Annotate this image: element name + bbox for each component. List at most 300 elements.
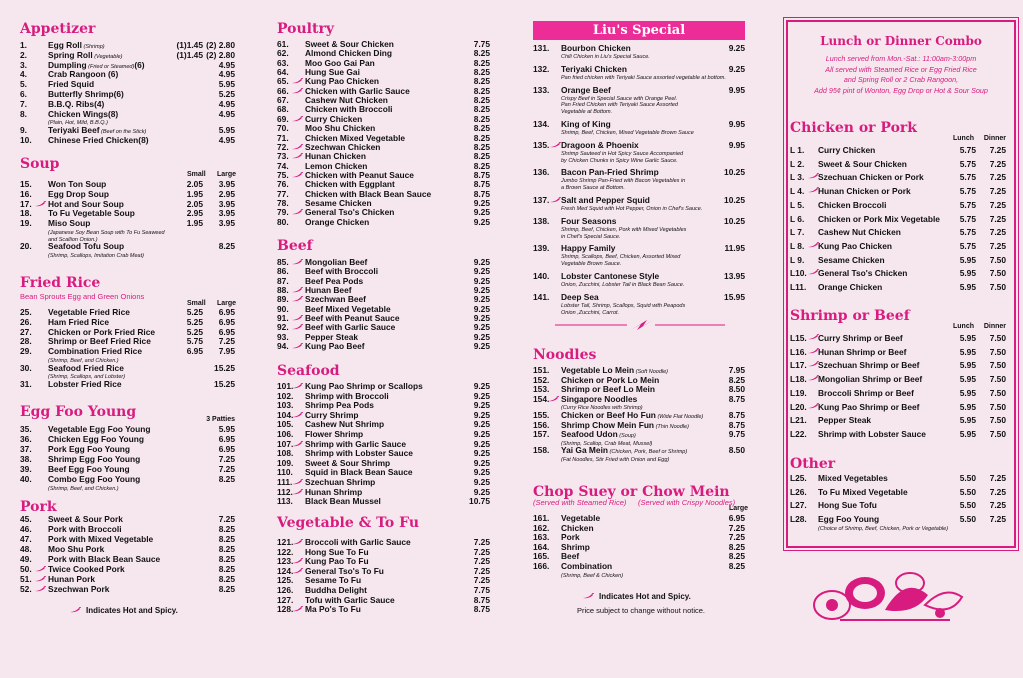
item-name: Szechwan Chicken	[305, 141, 381, 152]
combo-title: Lunch or Dinner Combo	[820, 34, 982, 48]
price-small: 2.05	[186, 179, 203, 189]
item-name: Buddha Delight	[305, 585, 367, 595]
menu-item-row	[533, 244, 745, 254]
chili-pepper-icon	[292, 343, 303, 353]
item-note: (Shrimp)	[81, 44, 105, 50]
item-number: L 8.	[790, 240, 805, 251]
item-number: 133.	[533, 84, 550, 95]
item-description: Fresh Med Squid with Hot Pepper, Onion in Chef's Sauce.	[561, 206, 703, 212]
item-name: Chicken Broccoli	[818, 199, 887, 210]
item-description: by Chicken Chunks in Spicy Wine Garlic Sauce.	[561, 157, 678, 164]
small-label: Small	[187, 300, 206, 307]
item-price: 6.95	[218, 434, 235, 444]
item-number: 94.	[277, 341, 289, 352]
combo-item-row	[790, 281, 1006, 295]
section-title-chicken-pork: Chicken or Pork	[790, 120, 917, 136]
item-description: Crispy Beef in Special Sauce with Orange Peel.	[561, 95, 678, 102]
item-number: 109.	[277, 457, 294, 468]
item-number: 121.	[277, 537, 294, 547]
combo-item-row	[790, 199, 1006, 213]
item-name: Moo Goo Gai Pan	[305, 57, 375, 68]
item-description: Onion, Zucchini, Lobster Tail in Black Bean Sauce.	[561, 282, 685, 288]
item-number: 30.	[20, 362, 32, 373]
menu-item-row	[277, 605, 490, 615]
price-large: 6.95	[218, 307, 235, 317]
item-price: 9.25	[473, 313, 490, 324]
item-description: (Curry Rice Noodles with Shrimp)	[561, 405, 643, 412]
item-name: Lobster Fried Rice	[48, 378, 122, 389]
item-price: 6.95	[728, 513, 745, 523]
item-number: 88.	[277, 285, 289, 296]
item-number: 63.	[277, 57, 289, 68]
combo-desc-line: Lunch served from Mon.-Sat.: 11:00am-3:00pm	[825, 54, 977, 63]
item-number: 112.	[277, 486, 293, 497]
item-price: 5.95	[218, 79, 235, 90]
item-note: (Thin Noodle)	[654, 423, 689, 430]
item-name: Teriyaki Chicken	[561, 63, 627, 74]
lunch-price: 5.95	[959, 428, 976, 439]
section-title-appetizer: Appetizer	[20, 21, 96, 37]
menu-item-row	[277, 342, 490, 352]
item-price: 8.25	[473, 48, 490, 59]
item-name: Sweet & Sour Chicken	[818, 158, 907, 169]
dinner-price: 7.25	[989, 145, 1006, 155]
item-name: Sweet & Sour Shrimp	[305, 457, 391, 468]
price-small: 2.95	[186, 208, 203, 219]
item-description: Vegetable at Bottom.	[561, 109, 613, 116]
menu-item-row	[20, 110, 235, 120]
item-number: 38.	[20, 454, 32, 464]
item-number: 52.	[20, 584, 32, 594]
item-price: 8.50	[728, 445, 745, 456]
menu-item-row	[20, 585, 235, 595]
lunch-price: 5.95	[959, 268, 976, 279]
item-description: Vegetable Brown Sauce.	[561, 261, 622, 268]
lunch-price: 5.50	[959, 514, 976, 525]
item-number: 86.	[277, 266, 289, 277]
item-number: 125.	[277, 575, 294, 586]
menu-item-row	[20, 242, 235, 252]
item-price: 8.25	[218, 534, 235, 544]
item-name: Beef Egg Foo Young	[48, 464, 130, 474]
item-name: Beef with Broccoli	[305, 266, 379, 277]
dinner-price: 7.50	[989, 268, 1006, 279]
item-note: (Soft Noodle)	[634, 369, 669, 375]
lunch-price: 5.95	[959, 360, 976, 371]
item-price: 15.25	[214, 378, 235, 389]
item-price: 8.25	[728, 561, 745, 571]
item-description: Lobster Tail, Shrimp, Scallops, Squid with Peapods	[561, 302, 686, 309]
legend-text: Indicates Hot and Spicy.	[599, 592, 691, 601]
item-price: 8.25	[473, 113, 490, 124]
item-name: Szechwan Beef	[305, 294, 366, 305]
item-price: 10.25	[724, 195, 745, 205]
item-name: Shrimp Chow Mein Fun (Thin Noodle)	[561, 419, 689, 430]
menu-item-row	[533, 395, 745, 405]
item-name: Orange Chicken	[305, 216, 370, 227]
item-price: 8.25	[473, 85, 490, 96]
section-title-poultry: Poultry	[277, 21, 334, 37]
item-name: Curry Shrimp or Beef	[818, 333, 903, 343]
item-price: 8.25	[728, 374, 745, 385]
item-name: Shrimp with Garlic Sauce	[305, 438, 406, 449]
item-number: 122.	[277, 546, 294, 557]
item-name: Chicken or Pork Lo Mein	[561, 374, 660, 385]
price-large: 6.95	[218, 316, 235, 327]
item-name: Hong Sue Tofu	[818, 500, 877, 511]
item-number: 136.	[533, 167, 550, 178]
item-name: Chicken with Garlic Sauce	[305, 85, 410, 96]
item-number: L25.	[790, 473, 807, 483]
item-price: 4.95	[218, 108, 235, 119]
item-number: 74.	[277, 160, 289, 171]
item-description: (Shrimp, Beef, and Chicken.)	[48, 358, 119, 364]
item-name: General Tso's Chicken	[818, 268, 908, 279]
item-number: 31.	[20, 378, 32, 389]
item-name: Spring Roll (Vegetable)	[48, 49, 123, 60]
item-number: L10.	[790, 268, 807, 279]
price-large: 3.95	[218, 208, 235, 219]
menu-item-row	[533, 272, 745, 282]
price-small: 5.75	[186, 336, 203, 347]
item-price: 9.25	[473, 400, 490, 411]
price-large: 3.95	[218, 198, 235, 209]
item-name: Beef with Garlic Sauce	[305, 322, 396, 333]
menu-item-row	[533, 446, 745, 456]
item-number: L 1.	[790, 145, 805, 155]
item-number: 154.	[533, 393, 550, 404]
lunch-price: 5.95	[959, 401, 976, 412]
item-number: L20.	[790, 401, 807, 412]
item-price: 9.25	[473, 438, 490, 449]
item-number: 127.	[277, 594, 294, 605]
item-price: 9.25	[473, 266, 490, 277]
section-title-soup: Soup	[20, 156, 60, 172]
item-price: 8.25	[473, 57, 490, 68]
lunch-price: 5.75	[959, 240, 976, 251]
section-title-seafood: Seafood	[277, 363, 340, 379]
item-number: 8.	[20, 108, 27, 119]
menu-item-row	[277, 497, 490, 507]
item-description: Jumbo Shrimp Pan-Fried with Bacon Vegetables in	[561, 178, 686, 185]
item-price: 9.25	[473, 216, 490, 227]
item-price: 9.25	[728, 63, 745, 74]
item-price: 5.25	[218, 89, 235, 99]
item-name: Beef Pea Pods	[305, 275, 364, 286]
dinner-price: 7.25	[989, 473, 1006, 483]
dinner-price: 7.25	[989, 213, 1006, 224]
item-name: Sesame Chicken	[818, 254, 885, 265]
item-number: 67.	[277, 95, 289, 106]
item-name: Miso Soup	[48, 218, 91, 229]
item-description: Chili Chicken in Liu's Special Sauce.	[561, 54, 650, 60]
item-price: 13.95	[724, 271, 745, 281]
lunch-price: 5.95	[959, 415, 976, 426]
item-price: 8.25	[218, 524, 235, 534]
item-name: Sweet & Sour Chicken	[305, 39, 394, 49]
item-price: 15.25	[214, 362, 235, 373]
item-number: 64.	[277, 67, 289, 78]
lunch-price: 5.50	[959, 486, 976, 497]
item-number: 85.	[277, 257, 289, 267]
dinner-price: 7.25	[989, 240, 1006, 251]
menu-item-row	[533, 120, 745, 130]
spicy-legend	[70, 606, 178, 615]
dinner-label: Dinner	[983, 135, 1006, 142]
item-price: 9.25	[473, 257, 490, 267]
price-large: 6.95	[218, 326, 235, 337]
combo-item-row	[790, 158, 1006, 172]
item-price: 8.75	[473, 604, 490, 615]
item-number: 62.	[277, 48, 289, 59]
item-price: 7.25	[728, 522, 745, 533]
item-name: Vegetable Lo Mein (Soft Noodle)	[561, 365, 669, 375]
item-name: Hunan Chicken	[305, 151, 366, 162]
item-name: Vegetable Fried Rice	[48, 307, 130, 317]
item-name: Twice Cooked Pork	[48, 564, 125, 574]
item-number: 108.	[277, 448, 294, 459]
item-number: 158.	[533, 445, 550, 456]
item-name: Chicken with Black Bean Sauce	[305, 188, 432, 199]
item-name: Pork	[561, 532, 580, 543]
item-name: Curry Shrimp	[305, 409, 359, 420]
item-name: Pork Egg Foo Young	[48, 444, 131, 454]
item-name: Shrimp or Beef Lo Mein	[561, 384, 655, 395]
section-title-vegetable-tofu: Vegetable & To Fu	[277, 515, 420, 531]
item-name: Hunan Chicken or Pork	[818, 186, 911, 197]
item-name: Combination Fried Rice	[48, 346, 142, 357]
lunch-price: 5.75	[959, 158, 976, 169]
item-price: 8.75	[728, 393, 745, 404]
item-number: 28.	[20, 336, 32, 347]
dinner-price: 7.50	[989, 415, 1006, 426]
item-price: 9.25	[473, 285, 490, 296]
item-number: L 9.	[790, 254, 805, 265]
item-number: 104.	[277, 409, 294, 420]
item-number: L22.	[790, 428, 807, 439]
item-number: 135.	[533, 139, 550, 150]
vegetables-illustration	[810, 565, 970, 630]
item-description: in Chef's Special Sauce.	[561, 233, 621, 240]
item-price: 8.25	[218, 544, 235, 554]
item-number: 156.	[533, 419, 550, 430]
item-description: (Shrimp, Scallops, Imitation Crab Meat)	[48, 252, 144, 259]
item-name: Pork with Broccoli	[48, 524, 122, 534]
item-name: Dumpling (Fried or Steamed)(6)	[48, 59, 145, 70]
item-number: 151.	[533, 365, 550, 375]
item-number: 161.	[533, 513, 550, 523]
item-number: 47.	[20, 534, 32, 544]
section-title-noodles: Noodles	[533, 347, 597, 363]
dinner-price: 7.50	[989, 282, 1006, 292]
item-name: Orange Chicken	[818, 282, 883, 292]
menu-item-row	[533, 168, 745, 178]
item-name: Broccoli Shrimp or Beef	[818, 387, 914, 398]
item-name: Chicken	[561, 522, 594, 533]
item-number: 91.	[277, 313, 289, 324]
price-large: 3.95	[218, 218, 235, 229]
price-small: 2.05	[186, 198, 203, 209]
item-name: Seafood Tofu Soup	[48, 241, 125, 251]
item-number: 89.	[277, 294, 289, 305]
item-number: 152.	[533, 374, 550, 385]
dinner-price: 7.50	[989, 401, 1006, 412]
item-name: Shrimp with Lobster Sauce	[818, 428, 926, 439]
item-number: 70.	[277, 123, 289, 134]
item-name: Sesame To Fu	[305, 575, 362, 586]
item-description: Shrimp, Beef, Chicken, Pork with Mixed Vegetables	[561, 226, 687, 233]
item-name: Bacon Pan-Fried Shrimp	[561, 167, 659, 178]
item-name: Chicken with Broccoli	[305, 104, 393, 115]
combo-item-row	[790, 144, 1006, 158]
item-number: 7.	[20, 98, 27, 109]
item-description: (Shrimp, Scallop, Crab Meat, Mussel)	[561, 440, 653, 447]
item-number: 126.	[277, 585, 294, 595]
item-number: 17.	[20, 198, 32, 209]
item-name: Cashew Nut Shrimp	[305, 419, 385, 430]
item-name: King of King	[561, 119, 611, 129]
item-name: Teriyaki Beef (Beef on the Stick)	[48, 124, 147, 135]
item-price: 8.25	[473, 104, 490, 115]
combo-desc-line: and Spring Roll or 2 Crab Rangoon,	[843, 75, 959, 84]
item-name: Kung Pao Beef	[305, 341, 365, 352]
item-name: Shrimp or Beef Fried Rice	[48, 336, 151, 347]
patties-label: 3 Patties	[206, 416, 235, 423]
item-name: Moo Shu Chicken	[305, 123, 376, 134]
item-number: 15.	[20, 179, 32, 189]
item-number: 138.	[533, 215, 550, 226]
item-price: 4.95	[218, 69, 235, 80]
dinner-price: 7.50	[989, 387, 1006, 398]
combo-item-row	[790, 226, 1006, 240]
item-name: General Tso's To Fu	[305, 565, 384, 576]
item-price: 7.25	[218, 514, 235, 524]
item-price: 8.25	[473, 76, 490, 87]
item-description: (Plain, Hot, Mild, B.B.Q.)	[48, 120, 108, 127]
dinner-price: 7.25	[989, 158, 1006, 169]
dinner-price: 7.50	[989, 360, 1006, 371]
item-name: Hunan Shrimp	[305, 486, 363, 497]
item-name: Butterfly Shrimp(6)	[48, 89, 124, 99]
item-name: Pork with Black Bean Sauce	[48, 554, 161, 564]
item-description: a Brown Sauce at Bottom.	[561, 185, 625, 192]
item-price: 9.25	[473, 322, 490, 333]
item-name: Tofu with Garlic Sauce	[305, 594, 395, 605]
dinner-price: 7.25	[989, 486, 1006, 497]
item-name: Fried Squid	[48, 79, 95, 90]
combo-item-row	[790, 346, 1006, 360]
item-price: 8.25	[473, 132, 490, 143]
menu-item-row	[533, 86, 745, 96]
item-name: Kung Pao Chicken	[818, 240, 892, 251]
item-number: 139.	[533, 243, 550, 254]
combo-item-row	[790, 171, 1006, 185]
item-price: 7.25	[473, 575, 490, 586]
item-description: Shrimp, Beef, Chicken, Mixed Vegetable Brown Sauce	[561, 130, 694, 136]
item-number: 87.	[277, 275, 289, 286]
item-price: 9.25	[473, 429, 490, 439]
item-number: 68.	[277, 104, 289, 115]
item-number: 157.	[533, 429, 550, 440]
item-number: 48.	[20, 544, 32, 554]
item-name: Ham Fried Rice	[48, 316, 109, 327]
subtitle-steamed-rice: (Served with Steamed Rice)	[533, 498, 627, 507]
item-number: 40.	[20, 474, 32, 484]
item-number: 36.	[20, 434, 32, 444]
item-name: Singapore Noodles	[561, 393, 638, 404]
item-price: 8.75	[728, 419, 745, 430]
price-large: 3.95	[218, 179, 235, 189]
lunch-price: 5.75	[959, 213, 976, 224]
item-price: 7.25	[473, 537, 490, 547]
item-price: 8.25	[473, 160, 490, 171]
item-number: L15.	[790, 333, 807, 343]
combo-item-row	[790, 332, 1006, 346]
dinner-price: 7.50	[989, 428, 1006, 439]
decorative-divider	[555, 318, 725, 337]
menu-item-row	[533, 65, 745, 75]
item-number: L26.	[790, 486, 807, 497]
item-price: 8.25	[473, 95, 490, 106]
item-number: 73.	[277, 151, 289, 162]
item-number: 153.	[533, 384, 550, 395]
item-price: 9.25	[473, 467, 490, 478]
menu-item-row	[533, 430, 745, 440]
item-number: 107.	[277, 438, 294, 449]
item-number: 4.	[20, 69, 27, 80]
item-number: 51.	[20, 574, 32, 584]
menu-item-row	[533, 141, 745, 151]
item-name: Chicken or Pork Mix Vegetable	[818, 213, 940, 224]
item-number: 6.	[20, 89, 27, 99]
menu-item-row	[20, 219, 235, 229]
price-small: 6.95	[186, 346, 203, 357]
item-name: Hong Sue To Fu	[305, 546, 369, 557]
item-name: Crab Rangoon (6)	[48, 69, 119, 80]
menu-item-row	[20, 364, 235, 374]
item-number: 92.	[277, 322, 289, 333]
item-number: 19.	[20, 218, 32, 229]
item-price: 9.25	[473, 457, 490, 468]
other-note: (Choice of Shrimp, Beef, Chicken, Pork or Vegetable)	[818, 526, 949, 532]
item-number: 166.	[533, 561, 550, 571]
item-number: 79.	[277, 207, 289, 218]
item-number: L18.	[790, 374, 807, 385]
price-small: (1)1.45	[176, 49, 203, 60]
item-name: Hung Sue Gai	[305, 67, 360, 78]
price-small: 1.95	[186, 218, 203, 229]
item-name: Mongolian Beef	[305, 257, 368, 267]
item-number: 49.	[20, 554, 32, 564]
combo-desc-line: All served with Steamed Rice or Egg Fried Rice	[825, 64, 977, 74]
item-number: 69.	[277, 113, 289, 124]
item-price: 7.75	[473, 39, 490, 49]
item-price: 8.25	[728, 551, 745, 562]
lunch-dinner-header	[790, 323, 1006, 331]
item-price: 7.75	[473, 585, 490, 595]
item-name: Szechuan Shrimp or Beef	[818, 360, 920, 371]
item-description: Pan Fried Chicken with Teriyaki Sauce Assorted	[561, 102, 678, 109]
item-price: 7.25	[218, 454, 235, 464]
item-name: Yai Ga Mein (Chicken, Pork, Beef or Shrimp)	[561, 445, 688, 456]
item-name: Shrimp Pea Pods	[305, 400, 374, 411]
item-price: 8.75	[473, 188, 490, 199]
item-price: 9.25	[473, 303, 490, 314]
price-small: (1)1.45	[176, 40, 203, 50]
item-price: 10.25	[724, 167, 745, 178]
item-note: (Fried or Steamed)	[86, 63, 135, 70]
item-name: Cashew Nut Chicken	[305, 95, 388, 106]
